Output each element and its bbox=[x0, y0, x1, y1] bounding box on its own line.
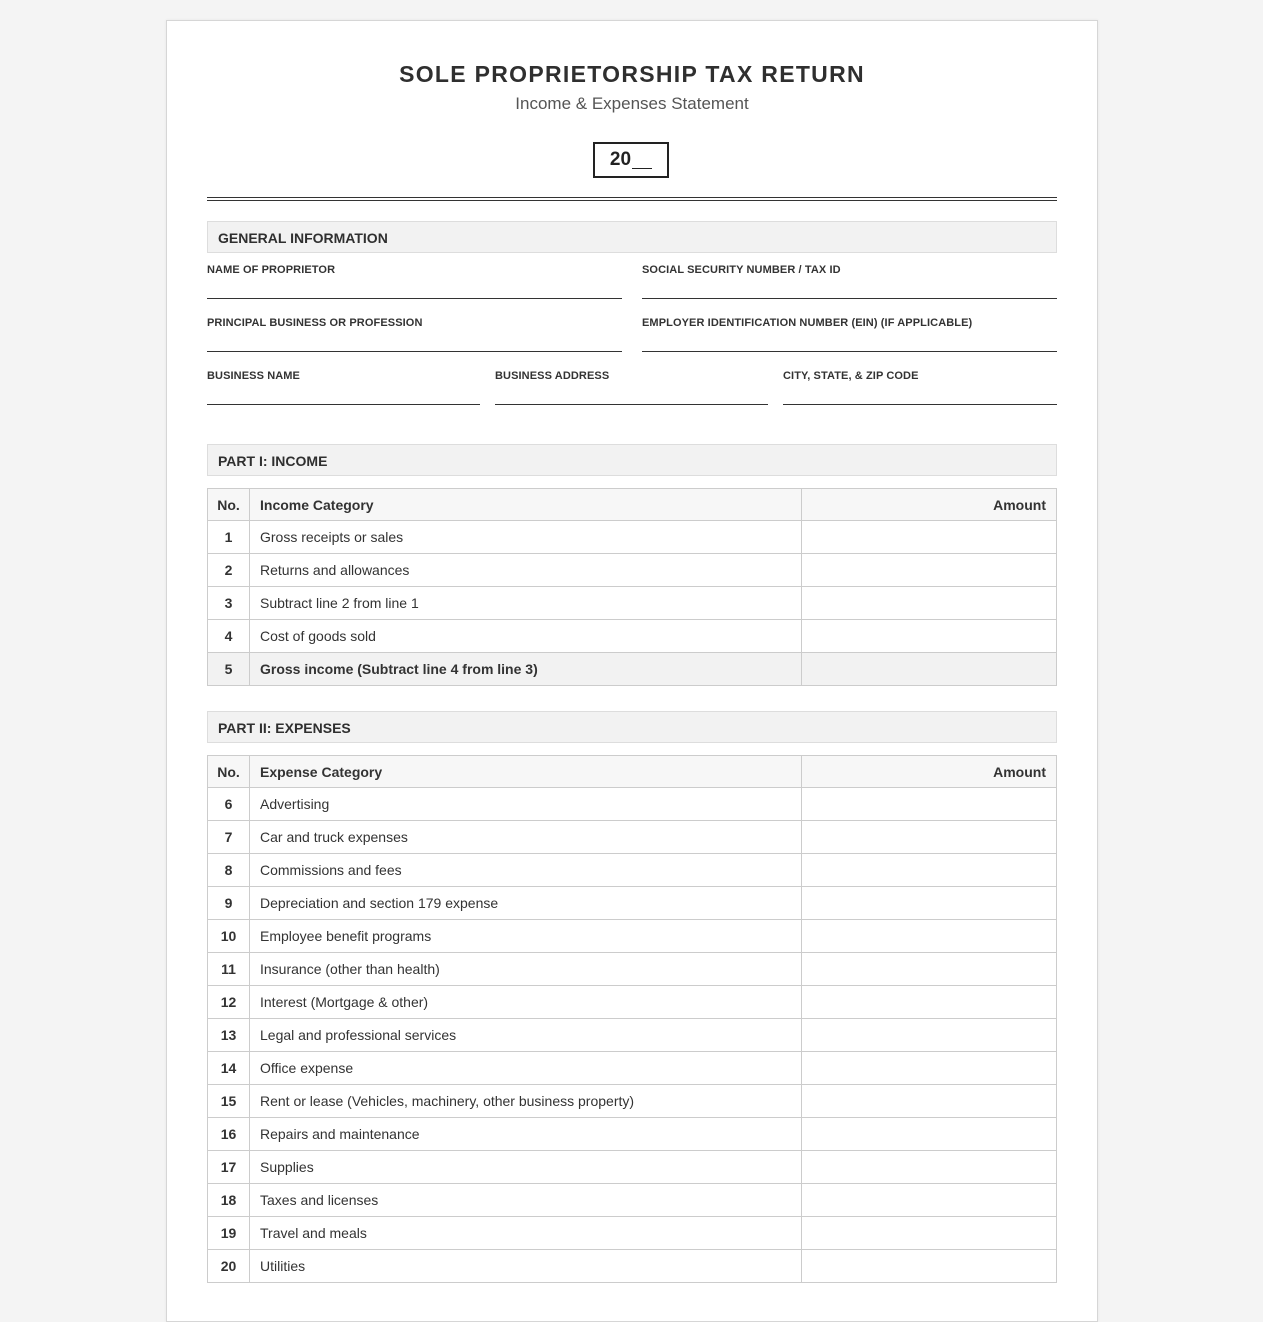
amount-cell[interactable] bbox=[802, 887, 1057, 920]
section-income: PART I: INCOME bbox=[207, 444, 1057, 476]
amount-cell[interactable] bbox=[802, 788, 1057, 821]
tax-year-prefix: 20 bbox=[609, 149, 632, 170]
line-number: 9 bbox=[208, 887, 250, 920]
table-row bbox=[208, 821, 1057, 854]
expenses-col-amount: Amount bbox=[802, 756, 1057, 788]
table-row bbox=[208, 1052, 1057, 1085]
line-label: Legal and professional services bbox=[250, 1019, 802, 1052]
amount-cell[interactable] bbox=[802, 1151, 1057, 1184]
amount-cell[interactable] bbox=[802, 920, 1057, 953]
line-label: Taxes and licenses bbox=[250, 1184, 802, 1217]
amount-cell[interactable] bbox=[802, 1217, 1057, 1250]
line-label: Interest (Mortgage & other) bbox=[250, 986, 802, 1019]
amount-cell[interactable] bbox=[802, 1085, 1057, 1118]
line-number: 8 bbox=[208, 854, 250, 887]
amount-cell[interactable] bbox=[802, 1019, 1057, 1052]
amount-cell[interactable] bbox=[802, 1052, 1057, 1085]
business-name-label: BUSINESS NAME bbox=[207, 370, 300, 382]
ein-label: EMPLOYER IDENTIFICATION NUMBER (EIN) (IF APPLICABLE) bbox=[642, 317, 973, 329]
principal-business-label: PRINCIPAL BUSINESS OR PROFESSION bbox=[207, 317, 423, 329]
line-label: Supplies bbox=[250, 1151, 802, 1184]
name-of-proprietor-label: NAME OF PROPRIETOR bbox=[207, 264, 336, 276]
expenses-table bbox=[207, 755, 1057, 1283]
amount-cell[interactable] bbox=[802, 1250, 1057, 1283]
amount-cell[interactable] bbox=[802, 587, 1057, 620]
table-row bbox=[208, 1217, 1057, 1250]
income-col-amount: Amount bbox=[802, 489, 1057, 521]
table-row bbox=[208, 587, 1057, 620]
line-label: Repairs and maintenance bbox=[250, 1118, 802, 1151]
header-divider bbox=[207, 197, 1057, 201]
amount-cell[interactable] bbox=[802, 620, 1057, 653]
section-general-information: GENERAL INFORMATION bbox=[207, 221, 1057, 253]
amount-cell[interactable] bbox=[802, 986, 1057, 1019]
name-of-proprietor-line[interactable] bbox=[207, 298, 622, 299]
table-row bbox=[208, 1250, 1057, 1283]
table-row bbox=[208, 554, 1057, 587]
line-number: 18 bbox=[208, 1184, 250, 1217]
table-row bbox=[208, 1118, 1057, 1151]
amount-cell[interactable] bbox=[802, 1118, 1057, 1151]
line-label: Commissions and fees bbox=[250, 854, 802, 887]
business-name-field[interactable] bbox=[207, 370, 480, 382]
line-number: 7 bbox=[208, 821, 250, 854]
line-number: 1 bbox=[208, 521, 250, 554]
income-table bbox=[207, 488, 1057, 686]
line-label: Returns and allowances bbox=[250, 554, 802, 587]
table-row bbox=[208, 920, 1057, 953]
section-expenses: PART II: EXPENSES bbox=[207, 711, 1057, 743]
amount-cell[interactable] bbox=[802, 1184, 1057, 1217]
line-label: Travel and meals bbox=[250, 1217, 802, 1250]
amount-cell[interactable] bbox=[802, 854, 1057, 887]
form-sheet bbox=[166, 20, 1098, 1322]
business-address-field[interactable] bbox=[495, 370, 768, 382]
line-number: 10 bbox=[208, 920, 250, 953]
ein-field[interactable] bbox=[642, 317, 1057, 329]
line-number: 17 bbox=[208, 1151, 250, 1184]
business-address-label: BUSINESS ADDRESS bbox=[495, 370, 610, 382]
line-label: Gross receipts or sales bbox=[250, 521, 802, 554]
table-row bbox=[208, 1184, 1057, 1217]
amount-cell[interactable] bbox=[802, 953, 1057, 986]
table-row bbox=[208, 788, 1057, 821]
line-label: Insurance (other than health) bbox=[250, 953, 802, 986]
form-title: SOLE PROPRIETORSHIP TAX RETURN bbox=[399, 61, 865, 87]
line-number: 14 bbox=[208, 1052, 250, 1085]
table-row bbox=[208, 1151, 1057, 1184]
ssn-field[interactable] bbox=[642, 264, 1057, 276]
city-state-zip-line[interactable] bbox=[783, 404, 1057, 405]
amount-cell[interactable] bbox=[802, 554, 1057, 587]
line-label: Gross income (Subtract line 4 from line 3) bbox=[250, 653, 802, 686]
line-number: 13 bbox=[208, 1019, 250, 1052]
line-number: 12 bbox=[208, 986, 250, 1019]
amount-cell[interactable] bbox=[802, 653, 1057, 686]
ssn-line[interactable] bbox=[642, 298, 1057, 299]
line-number: 3 bbox=[208, 587, 250, 620]
line-label: Car and truck expenses bbox=[250, 821, 802, 854]
tax-year-blank bbox=[632, 167, 652, 169]
line-number: 5 bbox=[208, 653, 250, 686]
line-label: Employee benefit programs bbox=[250, 920, 802, 953]
line-number: 15 bbox=[208, 1085, 250, 1118]
name-of-proprietor-field[interactable] bbox=[207, 264, 622, 276]
table-row bbox=[208, 953, 1057, 986]
expenses-table-header bbox=[208, 756, 1057, 788]
business-name-line[interactable] bbox=[207, 404, 480, 405]
ssn-label: SOCIAL SECURITY NUMBER / TAX ID bbox=[642, 264, 841, 276]
principal-business-field[interactable] bbox=[207, 317, 622, 329]
line-label: Cost of goods sold bbox=[250, 620, 802, 653]
line-number: 2 bbox=[208, 554, 250, 587]
table-row bbox=[208, 521, 1057, 554]
amount-cell[interactable] bbox=[802, 821, 1057, 854]
principal-business-line[interactable] bbox=[207, 351, 622, 352]
line-number: 6 bbox=[208, 788, 250, 821]
city-state-zip-field[interactable] bbox=[783, 370, 1057, 382]
ein-line[interactable] bbox=[642, 351, 1057, 352]
amount-cell[interactable] bbox=[802, 521, 1057, 554]
line-number: 19 bbox=[208, 1217, 250, 1250]
line-number: 16 bbox=[208, 1118, 250, 1151]
business-address-line[interactable] bbox=[495, 404, 768, 405]
line-label: Subtract line 2 from line 1 bbox=[250, 587, 802, 620]
line-number: 11 bbox=[208, 953, 250, 986]
income-table-header bbox=[208, 489, 1057, 521]
line-label: Utilities bbox=[250, 1250, 802, 1283]
line-label: Depreciation and section 179 expense bbox=[250, 887, 802, 920]
expenses-col-no: No. bbox=[208, 756, 250, 788]
table-row bbox=[208, 986, 1057, 1019]
table-row bbox=[208, 620, 1057, 653]
table-row bbox=[208, 1019, 1057, 1052]
income-col-no: No. bbox=[208, 489, 250, 521]
line-number: 20 bbox=[208, 1250, 250, 1283]
form-subtitle: Income & Expenses Statement bbox=[515, 94, 749, 113]
table-row bbox=[208, 854, 1057, 887]
expenses-col-category: Expense Category bbox=[250, 756, 802, 788]
city-state-zip-label: CITY, STATE, & ZIP CODE bbox=[783, 370, 919, 382]
line-label: Office expense bbox=[250, 1052, 802, 1085]
table-row-total bbox=[208, 653, 1057, 686]
table-row bbox=[208, 1085, 1057, 1118]
income-col-category: Income Category bbox=[250, 489, 802, 521]
line-label: Rent or lease (Vehicles, machinery, other business property) bbox=[250, 1085, 802, 1118]
line-number: 4 bbox=[208, 620, 250, 653]
line-label: Advertising bbox=[250, 788, 802, 821]
tax-year-field[interactable] bbox=[593, 142, 669, 178]
table-row bbox=[208, 887, 1057, 920]
